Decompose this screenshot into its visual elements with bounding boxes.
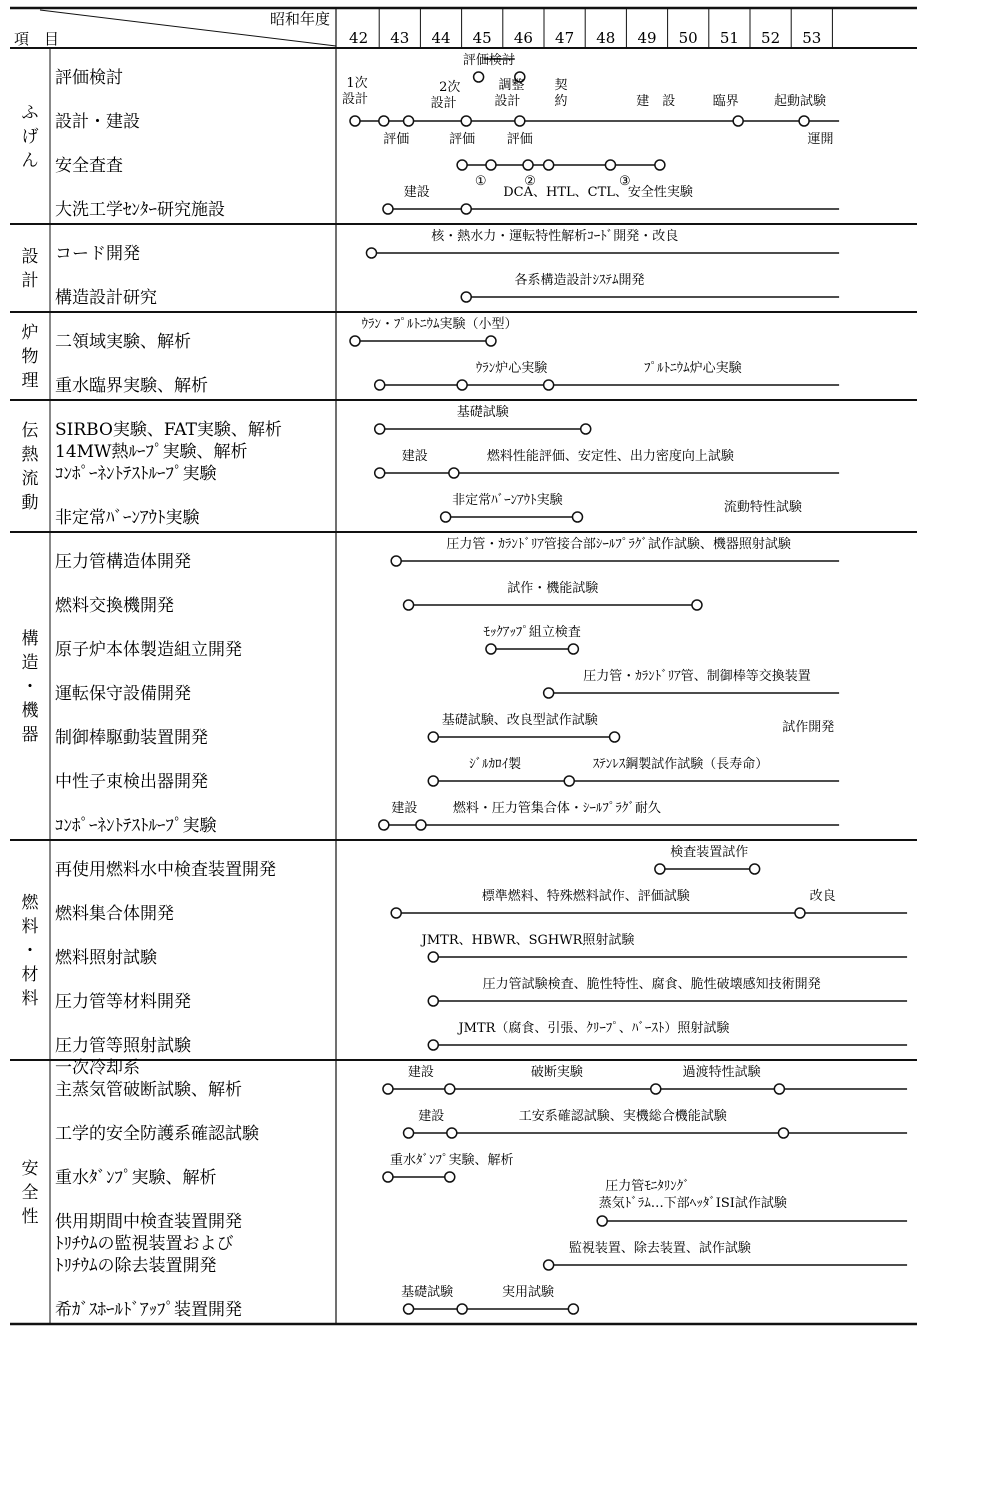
row-label: 評価検討 [55, 68, 123, 88]
year-tick-label: 51 [719, 29, 739, 47]
category-label: 性 [21, 1207, 39, 1227]
row-label: 制御棒駆動装置開発 [55, 728, 208, 748]
milestone-marker [404, 116, 414, 126]
milestone-marker [445, 1172, 455, 1182]
row-label: 希ｶﾞｽﾎｰﾙﾄﾞｱｯﾌﾟ装置開発 [55, 1300, 242, 1320]
bar-annotation: 基礎試験 [401, 1285, 454, 1300]
year-tick-label: 46 [513, 29, 533, 47]
row-label: 14MW熱ﾙｰﾌﾟ実験、解析 [55, 442, 248, 462]
milestone-marker [733, 116, 743, 126]
bar-annotation: 圧力管・ｶﾗﾝﾄﾞﾘｱ管、制御棒等交換装置 [583, 669, 811, 684]
bar-annotation: ｳﾗﾝ・ﾌﾟﾙﾄﾆｳﾑ実験（小型） [361, 317, 518, 332]
bar-annotation: 建設 [403, 185, 430, 200]
category-label: 計 [21, 271, 39, 291]
row-label: 圧力管等照射試験 [55, 1036, 191, 1056]
row-label: 非定常ﾊﾞｰﾝｱｳﾄ実験 [55, 508, 200, 528]
row-label: 供用期間中検査装置開発 [55, 1212, 242, 1232]
era-label: 昭和年度 [269, 10, 330, 28]
milestone-marker [778, 1128, 788, 1138]
year-tick-label: 42 [349, 29, 369, 47]
bar-annotation: 基礎試験 [456, 405, 509, 420]
bar-annotation: 建設 [418, 1109, 445, 1124]
category-label: ・ [21, 677, 39, 697]
milestone-marker [564, 776, 574, 786]
year-tick-label: 48 [596, 29, 616, 47]
row-label: 中性子束検出器開発 [55, 772, 208, 792]
row-label: 重水臨界実験、解析 [55, 376, 208, 396]
category-label: 動 [21, 493, 39, 513]
bar-annotation: JMTR、HBWR、SGHWR照射試験 [421, 933, 635, 948]
bar-annotation: 各系構造設計ｼｽﾃﾑ開発 [514, 273, 645, 288]
category-label: 熱 [21, 445, 39, 465]
bar-annotation: ﾓｯｸｱｯﾌﾟ組立検査 [483, 625, 581, 640]
bar-annotation: 建設 [401, 449, 428, 464]
milestone-marker [568, 1304, 578, 1314]
category-label: 造 [21, 653, 39, 673]
row-label: 主蒸気管破断試験、解析 [55, 1080, 242, 1100]
category-label: 理 [21, 371, 39, 391]
category-label: 料 [21, 989, 39, 1009]
row-label: 運転保守設備開発 [55, 684, 191, 704]
category-label: 設 [21, 247, 39, 267]
milestone-marker [428, 996, 438, 1006]
milestone-marker [515, 116, 525, 126]
milestone-marker [774, 1084, 784, 1094]
milestone-marker [544, 380, 554, 390]
milestone-marker [383, 1084, 393, 1094]
category-label: 燃 [21, 893, 39, 913]
milestone-marker [457, 1304, 467, 1314]
milestone-marker [572, 512, 582, 522]
category-label: 全 [21, 1183, 39, 1203]
milestone-marker [379, 116, 389, 126]
milestone-marker [523, 160, 533, 170]
bar-annotation: 評価 [383, 132, 410, 147]
milestone-marker [692, 600, 702, 610]
milestone-marker [366, 248, 376, 258]
year-tick-label: 43 [390, 29, 410, 47]
category-label: 器 [21, 725, 39, 745]
milestone-marker [441, 512, 451, 522]
milestone-marker [461, 292, 471, 302]
bar-annotation: 建 設 [636, 94, 676, 109]
bar-annotation: 燃料・圧力管集合体・ｼｰﾙﾌﾟﾗｸﾞ耐久 [452, 801, 661, 816]
milestone-marker [449, 468, 459, 478]
row-label: ｺﾝﾎﾟｰﾈﾝﾄﾃｽﾄﾙｰﾌﾟ実験 [55, 464, 217, 484]
milestone-marker [597, 1216, 607, 1226]
milestone-marker [461, 116, 471, 126]
milestone-marker [447, 1128, 457, 1138]
row-label: 圧力管構造体開発 [55, 552, 191, 572]
row-label: 重水ﾀﾞﾝﾌﾟ実験、解析 [55, 1168, 217, 1188]
row-label: ﾄﾘﾁｳﾑの監視装置および [55, 1234, 234, 1254]
row-label: ﾄﾘﾁｳﾑの除去装置開発 [55, 1256, 217, 1276]
milestone-marker [750, 864, 760, 874]
bar-annotation: 圧力管試験検査、脆性特性、腐食、脆性破壊感知技術開発 [482, 977, 821, 992]
category-label: 物 [21, 347, 39, 367]
year-tick-label: 53 [802, 29, 822, 47]
row-label: 設計・建設 [55, 112, 140, 132]
milestone-marker [428, 952, 438, 962]
row-label: 再使用燃料水中検査装置開発 [55, 860, 276, 880]
milestone-marker [795, 908, 805, 918]
row-label: 構造設計研究 [55, 288, 157, 308]
bar-annotation: 評価 [506, 132, 533, 147]
bar-annotation: 過渡特性試験 [682, 1065, 761, 1080]
bar-annotation: ｽﾃﾝﾚｽ鋼製試作試験（長寿命） [592, 757, 769, 772]
year-tick-label: 44 [431, 29, 451, 47]
row-label: 二領域実験、解析 [55, 332, 191, 352]
bar-annotation: 設計 [430, 96, 457, 111]
milestone-marker [486, 644, 496, 654]
bar-annotation: 圧力管ﾓﾆﾀﾘﾝｸﾞ [605, 1179, 690, 1194]
bar-annotation: JMTR（腐食、引張、ｸﾘｰﾌﾟ、ﾊﾞｰｽﾄ）照射試験 [458, 1021, 730, 1036]
milestone-marker [404, 1304, 414, 1314]
bar-annotation: 評価検討 [462, 53, 515, 68]
bar-annotation: 約 [554, 94, 568, 109]
year-tick-label: 52 [761, 29, 781, 47]
milestone-marker [544, 160, 554, 170]
milestone-marker [457, 160, 467, 170]
milestone-marker [486, 336, 496, 346]
row-label: 一次冷却系 [55, 1058, 140, 1078]
bar-annotation: 改良 [809, 889, 836, 904]
bar-annotation: 1次 [346, 76, 368, 91]
bar-annotation: ｳﾗﾝ炉心実験 [475, 361, 548, 376]
year-tick-label: 49 [637, 29, 657, 47]
bar-annotation: 監視装置、除去装置、試作試験 [568, 1241, 751, 1256]
category-label: 流 [21, 469, 39, 489]
bar-annotation: 実用試験 [502, 1285, 555, 1300]
bar-annotation: 建設 [407, 1065, 434, 1080]
bar-annotation: ③ [619, 174, 631, 189]
bar-annotation: 検査装置試作 [670, 845, 749, 860]
bar-annotation: 試作・機能試験 [507, 581, 599, 596]
milestone-marker [391, 908, 401, 918]
milestone-marker [655, 160, 665, 170]
bar-annotation: 蒸気ﾄﾞﾗﾑ…下部ﾍｯﾀﾞISI試作試験 [598, 1196, 787, 1211]
milestone-marker [568, 644, 578, 654]
category-label: 構 [21, 629, 39, 649]
bar-annotation: 契 [554, 78, 568, 93]
milestone-marker [461, 204, 471, 214]
row-label: SIRBO実験、FAT実験、解析 [55, 420, 282, 440]
milestone-marker [350, 336, 360, 346]
milestone-marker [428, 732, 438, 742]
milestone-marker [799, 116, 809, 126]
bar-annotation: ① [474, 174, 487, 189]
row-label: コード開発 [55, 244, 140, 264]
category-label: ふ [21, 103, 39, 123]
category-label: 料 [21, 917, 39, 937]
bar-annotation: 設計 [341, 92, 369, 107]
milestone-marker [655, 864, 665, 874]
milestone-marker [605, 160, 615, 170]
milestone-marker [428, 1040, 438, 1050]
category-label: 伝 [21, 421, 39, 441]
milestone-marker [544, 1260, 554, 1270]
milestone-marker [474, 72, 484, 82]
bar-annotation: ｼﾞﾙｶﾛｲ製 [469, 757, 522, 772]
bar-annotation: 標準燃料、特殊燃料試作、評価試験 [481, 889, 690, 904]
item-label: 項 目 [14, 30, 60, 48]
category-label: 機 [21, 701, 39, 721]
row-label: 燃料交換機開発 [55, 596, 174, 616]
category-label: げ [21, 127, 39, 147]
milestone-marker [486, 160, 496, 170]
bar-annotation: ② [524, 174, 536, 189]
milestone-marker [428, 776, 438, 786]
year-tick-label: 45 [472, 29, 492, 47]
row-label: 安全査査 [55, 156, 123, 176]
milestone-marker [350, 116, 360, 126]
year-tick-label: 50 [678, 29, 698, 47]
bar-annotation: 重水ﾀﾞﾝﾌﾟ実験、解析 [390, 1153, 514, 1168]
milestone-marker [416, 820, 426, 830]
milestone-marker [581, 424, 591, 434]
milestone-marker [404, 1128, 414, 1138]
bar-annotation: 試作開発 [782, 720, 835, 735]
bar-annotation: 燃料性能評価、安定性、出力密度向上試験 [486, 449, 734, 464]
bar-annotation: DCA、HTL、CTL、安全性実験 [503, 185, 693, 200]
bar-annotation: 破断実験 [530, 1065, 583, 1080]
milestone-marker [383, 204, 393, 214]
milestone-marker [375, 380, 385, 390]
bar-annotation: 2次 [439, 80, 461, 95]
bar-annotation: 核・熱水力・運転特性解析ｺｰﾄﾞ開発・改良 [431, 229, 679, 244]
category-label: 炉 [21, 323, 39, 343]
row-label: 大洗工学ｾﾝﾀｰ研究施設 [55, 200, 225, 220]
bar-annotation: 流動特性試験 [723, 500, 802, 515]
year-tick-label: 47 [555, 29, 575, 47]
bar-annotation: 設計 [494, 94, 521, 109]
milestone-marker [391, 556, 401, 566]
milestone-marker [610, 732, 620, 742]
bar-annotation: 臨界 [712, 94, 739, 109]
row-label: ｺﾝﾎﾟｰﾈﾝﾄﾃｽﾄﾙｰﾌﾟ実験 [55, 816, 217, 836]
milestone-marker [383, 1172, 393, 1182]
bar-annotation: 圧力管・ｶﾗﾝﾄﾞﾘｱ管接合部ｼｰﾙﾌﾟﾗｸﾞ試作試験、機器照射試験 [446, 537, 791, 552]
milestone-marker [544, 688, 554, 698]
milestone-marker [375, 424, 385, 434]
milestone-marker [404, 600, 414, 610]
bar-annotation: 基礎試験、改良型試作試験 [441, 713, 598, 728]
bar-annotation: 建設 [391, 801, 418, 816]
row-label: 燃料集合体開発 [55, 904, 174, 924]
bar-annotation: ﾌﾟﾙﾄﾆｳﾑ炉心実験 [644, 361, 742, 376]
bar-annotation: 工安系確認試験、実機総合機能試験 [518, 1109, 727, 1124]
bar-annotation: 調整 [498, 78, 525, 93]
row-label: 工学的安全防護系確認試験 [55, 1124, 259, 1144]
row-label: 原子炉本体製造組立開発 [55, 640, 242, 660]
milestone-marker [379, 820, 389, 830]
row-label: 圧力管等材料開発 [55, 992, 191, 1012]
milestone-marker [445, 1084, 455, 1094]
milestone-marker [457, 380, 467, 390]
category-label: ・ [21, 941, 39, 961]
bar-annotation: 運開 [807, 132, 834, 147]
bar-annotation: 非定常ﾊﾞｰﾝｱｳﾄ実験 [452, 493, 563, 508]
category-label: 材 [21, 965, 39, 985]
row-label: 燃料照射試験 [55, 948, 157, 968]
bar-annotation: 起動試験 [773, 94, 826, 109]
category-label: 安 [21, 1159, 39, 1179]
bar-annotation: 評価 [449, 132, 476, 147]
milestone-marker [375, 468, 385, 478]
category-label: ん [21, 151, 39, 171]
milestone-marker [651, 1084, 661, 1094]
